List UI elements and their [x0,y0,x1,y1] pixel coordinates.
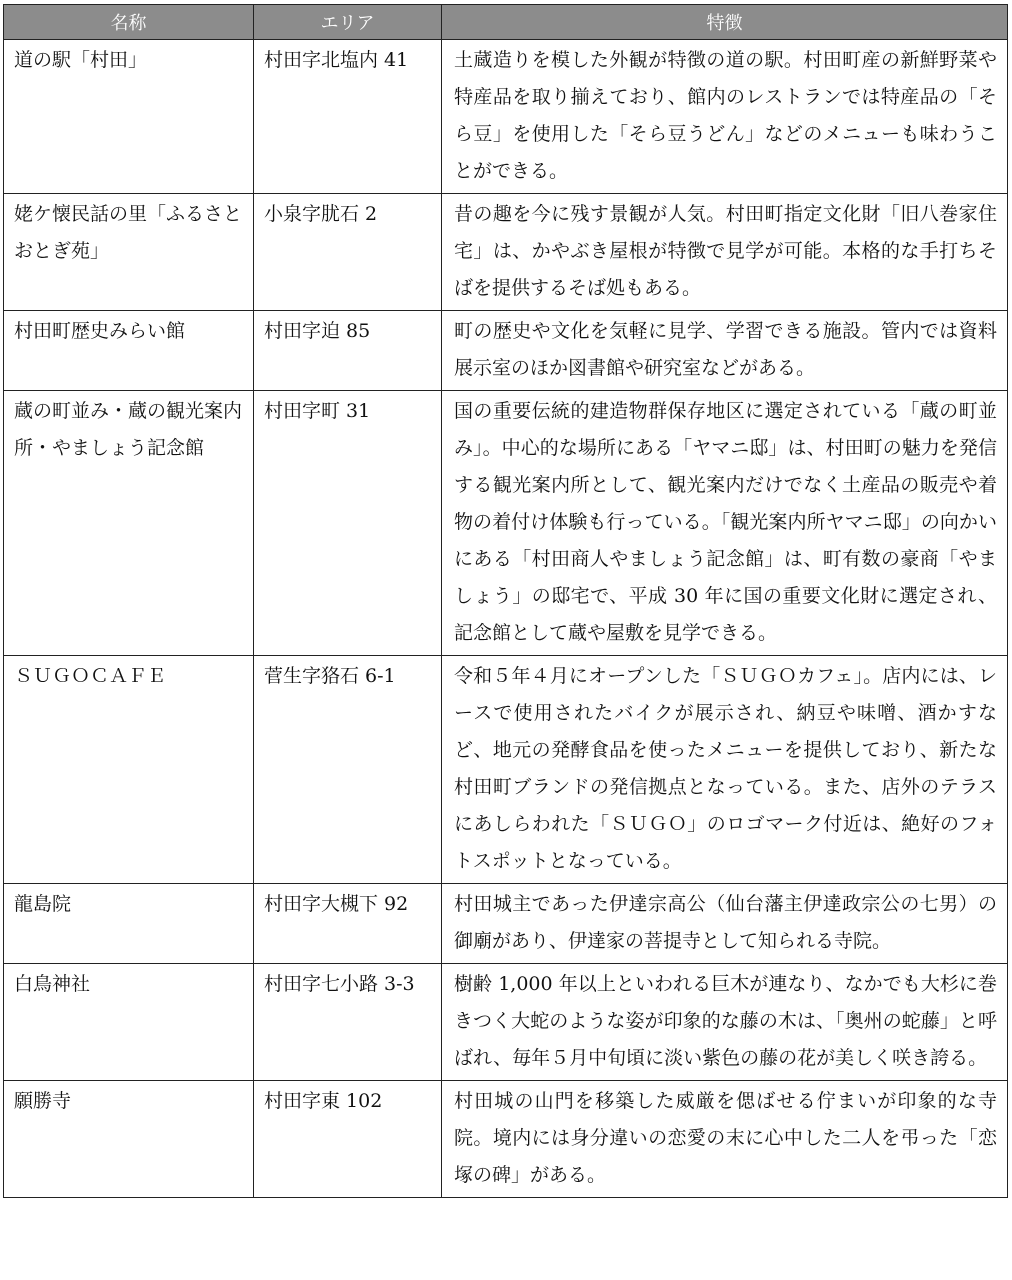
header-area: エリア [254,5,442,40]
table-row [4,194,1008,311]
cell-name: 蔵の町並み・蔵の観光案内所・やましょう記念館 [4,391,254,656]
cell-feature: 土蔵造りを模した外観が特徴の道の駅。村田町産の新鮮野菜や特産品を取り揃えており、館内のレストランでは特産品の「そら豆」を使用した「そら豆うどん」などのメニューも味わうことができる。 [442,40,1008,194]
cell-area: 村田字迫 85 [254,311,442,391]
cell-feature: 村田城主であった伊達宗高公（仙台藩主伊達政宗公の七男）の御廟があり、伊達家の菩提寺として知られる寺院。 [442,884,1008,964]
cell-name: ＳＵＧＯＣＡＦＥ [4,656,254,884]
table-row [4,311,1008,391]
cell-area: 小泉字肬石 2 [254,194,442,311]
header-name: 名称 [4,5,254,40]
table-row [4,391,1008,656]
table-header-row [4,5,1008,40]
cell-area: 村田字大槻下 92 [254,884,442,964]
cell-name: 姥ケ懐民話の里「ふるさとおとぎ苑」 [4,194,254,311]
cell-name: 道の駅「村田」 [4,40,254,194]
sightseeing-table [3,4,1008,1198]
table-row [4,1081,1008,1198]
table-row [4,884,1008,964]
cell-area: 村田字七小路 3-3 [254,964,442,1081]
table-row [4,40,1008,194]
cell-feature: 昔の趣を今に残す景観が人気。村田町指定文化財「旧八巻家住宅」は、かやぶき屋根が特徴で見学が可能。本格的な手打ちそばを提供するそば処もある。 [442,194,1008,311]
cell-feature: 樹齢 1,000 年以上といわれる巨木が連なり、なかでも大杉に巻きつく大蛇のような姿が印象的な藤の木は、「奥州の蛇藤」と呼ばれ、毎年５月中旬頃に淡い紫色の藤の花が美しく咲き誇る。 [442,964,1008,1081]
header-feature: 特徴 [442,5,1008,40]
cell-area: 村田字東 102 [254,1081,442,1198]
cell-name: 村田町歴史みらい館 [4,311,254,391]
cell-feature: 令和５年４月にオープンした「ＳＵＧＯカフェ」。店内には、レースで使用されたバイクが展示され、納豆や味噌、酒かすなど、地元の発酵食品を使ったメニューを提供しており、新たな村田町ブランドの発信拠点となっている。また、店外のテラスにあしらわれた「ＳＵＧＯ」のロゴマーク付近は、絶好のフォトスポットとなっている。 [442,656,1008,884]
table-row [4,656,1008,884]
cell-area: 菅生字狢石 6-1 [254,656,442,884]
cell-area: 村田字北塩内 41 [254,40,442,194]
cell-name: 白鳥神社 [4,964,254,1081]
cell-name: 龍島院 [4,884,254,964]
cell-name: 願勝寺 [4,1081,254,1198]
cell-feature: 町の歴史や文化を気軽に見学、学習できる施設。管内では資料展示室のほか図書館や研究室などがある。 [442,311,1008,391]
cell-area: 村田字町 31 [254,391,442,656]
cell-feature: 国の重要伝統的建造物群保存地区に選定されている「蔵の町並み」。中心的な場所にある「ヤマニ邸」は、村田町の魅力を発信する観光案内所として、観光案内だけでなく土産品の販売や着物の着付け体験も行っている。「観光案内所ヤマニ邸」の向かいにある「村田商人やましょう記念館」は、町有数の豪商「やましょう」の邸宅で、平成 30 年に国の重要文化財に選定され、記念館として蔵や屋敷を見学できる。 [442,391,1008,656]
table-row [4,964,1008,1081]
cell-feature: 村田城の山門を移築した威厳を偲ばせる佇まいが印象的な寺院。境内には身分違いの恋愛の末に心中した二人を弔った「恋塚の碑」がある。 [442,1081,1008,1198]
